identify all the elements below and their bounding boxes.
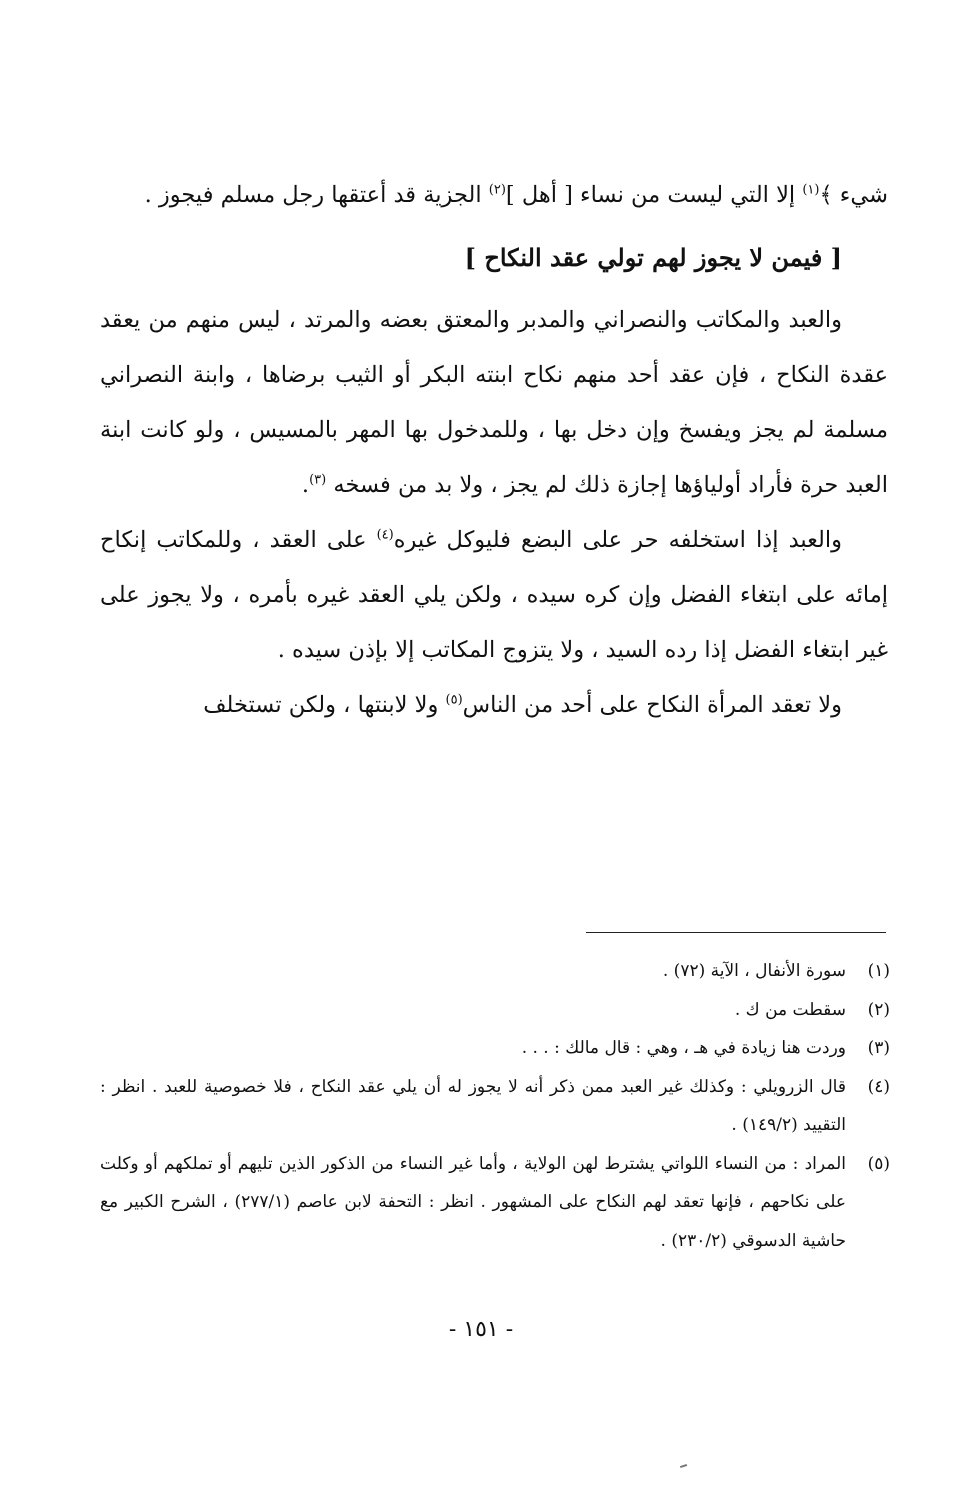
footnote-text: قال الزرويلي : وكذلك غير العبد ممن ذكر أنه لا يجوز له أن يلي عقد النكاح ، فلا خصوصية للعبد . انظر : التقييد (١٤٩/٢) . [100, 1076, 846, 1135]
paragraph-2 [100, 293, 888, 513]
paragraph-2-end: . [301, 472, 310, 498]
footnote-5 [100, 1145, 890, 1261]
section-heading: [ فيمن لا يجوز لهم تولي عقد النكاح ] [464, 243, 842, 272]
footnote-4 [100, 1068, 890, 1145]
paragraph-3-start: والعبد إذا استخلفه حر على البضع فليوكل غيره [393, 527, 842, 553]
scan-speck [680, 1464, 687, 1468]
paragraph-4-start: ولا تعقد المرأة النكاح على أحد من الناس [462, 692, 842, 718]
footnote-text: وردت هنا زيادة في هـ ، وهي : قال مالك : . . . [521, 1038, 846, 1058]
paragraph-1-start: شيء ﴾ [819, 182, 888, 208]
footnotes [100, 952, 890, 1260]
page-number: - ١٥١ - [448, 1317, 514, 1342]
paragraph-3 [100, 513, 888, 678]
footnote-1 [100, 952, 890, 991]
footnote-text: المراد : من النساء اللواتي يشترط لهن الولاية ، وأما غير النساء من الذكور الذين تليهم أو تملكهم أو وكلت على نكاحهم ، فإنها تعقد لهم النكاح على المشهور . انظر : التحفة لابن عاصم (٢٧٧/١) ، الشرح الكبير مع حاشية الدسوقي (٢٣٠/٢) . [100, 1153, 846, 1251]
footnote-number: (٥) [867, 1153, 890, 1174]
paragraph-1-end: الجزية قد أعتقها رجل مسلم فيجوز . [144, 182, 489, 208]
footnote-ref-4: (٤) [376, 527, 394, 543]
paragraph-1 [100, 168, 888, 223]
footnote-ref-1: (١) [802, 182, 820, 198]
paragraph-4 [100, 678, 888, 733]
footnote-number: (٢) [867, 999, 890, 1020]
footnote-3 [100, 1029, 890, 1068]
footnote-ref-2: (٢) [488, 182, 506, 198]
footnote-number: (١) [867, 961, 890, 981]
paragraph-2-text: والعبد والمكاتب والنصراني والمدبر والمعتق بعضه والمرتد ، ليس منهم من يعقد عقدة النكاح ، فإن عقد أحد منهم نكاح ابنته البكر أو الثيب برضاها ، وابنة النصراني مسلمة لم يجز ويفسخ وإن دخل بها ، وللمدخول بها المهر بالمسيس ، ولو كانت ابنة العبد حرة فأراد أولياؤها إجازة ذلك لم يجز ، ولا بد من فسخه [100, 307, 888, 498]
footnote-separator [586, 932, 886, 933]
footnote-2 [100, 991, 890, 1030]
footnote-number: (٣) [867, 1038, 890, 1058]
main-text [100, 168, 888, 733]
footnote-number: (٤) [867, 1076, 890, 1097]
paragraph-1-middle: إلا التي ليست من نساء [ أهل ] [505, 182, 803, 208]
paragraph-4-end: ولا لابنتها ، ولكن تستخلف [203, 692, 446, 718]
footnote-text: سقطت من ك . [734, 999, 846, 1020]
footnote-text: سورة الأنفال ، الآية (٧٢) . [662, 961, 846, 981]
paragraph-3-end: على العقد ، وللمكاتب إنكاح إمائه على ابتغاء الفضل وإن كره سيده ، ولكن يلي العقد غيره بأمره ، ولا يجوز على غير ابتغاء الفضل إذا رده السيد ، ولا يتزوج المكاتب إلا بإذن سيده . [100, 527, 888, 663]
footnote-ref-3: (٣) [309, 472, 327, 488]
footnote-ref-5: (٥) [445, 692, 463, 708]
